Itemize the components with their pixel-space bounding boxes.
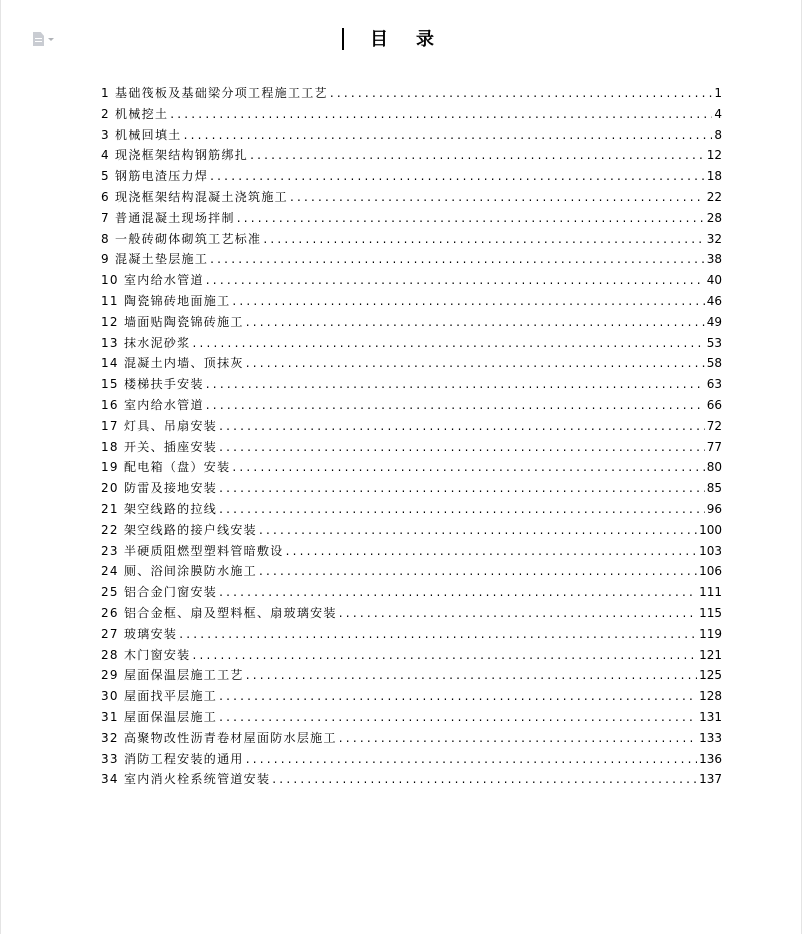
- toc-entry[interactable]: [101, 374, 722, 395]
- toc-dot-leader: [206, 395, 705, 416]
- toc-entry[interactable]: [101, 520, 722, 541]
- toc-entry-title: 6 现浇框架结构混凝土浇筑施工: [101, 189, 288, 204]
- toc-dot-leader: [263, 229, 704, 250]
- toc-entry-page-number: 40: [706, 273, 722, 288]
- toc-dot-leader: [219, 416, 705, 437]
- toc-entry-title: 12 墙面贴陶瓷锦砖施工: [101, 314, 244, 329]
- toc-entry[interactable]: [101, 312, 722, 333]
- toc-entry-page-number: 128: [699, 689, 722, 704]
- text-cursor: [342, 28, 344, 50]
- toc-entry[interactable]: [101, 270, 722, 291]
- toc-entry-title: 30 屋面找平层施工: [101, 689, 218, 704]
- toc-dot-leader: [206, 374, 705, 395]
- toc-entry-title: 4 现浇框架结构钢筋绑扎: [101, 148, 249, 163]
- toc-entry-page-number: 66: [706, 397, 722, 412]
- toc-entry-page-number: 63: [706, 377, 722, 392]
- toc-dot-leader: [192, 645, 697, 666]
- toc-dot-leader: [232, 457, 704, 478]
- toc-entry-page-number: 4: [714, 106, 722, 121]
- page-title-text: 目录: [370, 29, 462, 50]
- toc-entry-title: 9 混凝土垫层施工: [101, 252, 209, 267]
- toc-entry-title: 22 架空线路的接户线安装: [101, 522, 257, 537]
- toc-entry-page-number: 85: [706, 481, 722, 496]
- toc-entry-page-number: 136: [699, 751, 722, 766]
- table-of-contents: [101, 83, 722, 790]
- toc-dot-leader: [219, 499, 705, 520]
- toc-entry-title: 27 玻璃安装: [101, 626, 178, 641]
- toc-dot-leader: [170, 104, 712, 125]
- toc-entry-page-number: 80: [706, 460, 722, 475]
- toc-entry[interactable]: [101, 478, 722, 499]
- toc-entry[interactable]: [101, 353, 722, 374]
- toc-entry[interactable]: [101, 395, 722, 416]
- toc-entry-page-number: 100: [699, 522, 722, 537]
- toc-entry-page-number: 32: [706, 231, 722, 246]
- toc-entry-page-number: 96: [706, 501, 722, 516]
- toc-dot-leader: [339, 603, 697, 624]
- toc-entry-title: 13 抹水泥砂浆: [101, 335, 191, 350]
- toc-entry-title: 11 陶瓷锦砖地面施工: [101, 293, 231, 308]
- toc-dot-leader: [184, 125, 713, 146]
- toc-entry[interactable]: [101, 603, 722, 624]
- toc-dot-leader: [290, 187, 705, 208]
- toc-entry-title: 2 机械挖土: [101, 106, 169, 121]
- toc-entry-title: 16 室内给水管道: [101, 397, 204, 412]
- toc-entry-title: 18 开关、插座安装: [101, 439, 218, 454]
- toc-entry-title: 14 混凝土内墙、顶抹灰: [101, 356, 244, 371]
- toc-entry-page-number: 46: [706, 293, 722, 308]
- toc-entry[interactable]: [101, 83, 722, 104]
- toc-entry[interactable]: [101, 333, 722, 354]
- toc-entry-page-number: 12: [706, 148, 722, 163]
- toc-entry-title: 33 消防工程安装的通用: [101, 751, 244, 766]
- toc-entry-title: 23 半硬质阻燃型塑料管暗敷设: [101, 543, 284, 558]
- toc-entry-title: 20 防雷及接地安装: [101, 481, 218, 496]
- toc-dot-leader: [219, 582, 697, 603]
- toc-entry-page-number: 121: [699, 647, 722, 662]
- toc-dot-leader: [246, 312, 705, 333]
- toc-entry-page-number: 28: [706, 210, 722, 225]
- toc-entry[interactable]: [101, 645, 722, 666]
- toc-entry-page-number: 49: [706, 314, 722, 329]
- toc-entry-page-number: 8: [714, 127, 722, 142]
- toc-entry-page-number: 103: [699, 543, 722, 558]
- page-title[interactable]: [342, 27, 462, 53]
- toc-entry[interactable]: [101, 416, 722, 437]
- toc-entry-page-number: 18: [706, 169, 722, 184]
- toc-entry[interactable]: [101, 769, 722, 790]
- toc-dot-leader: [210, 249, 705, 270]
- toc-dot-leader: [330, 83, 713, 104]
- toc-entry-title: 10 室内给水管道: [101, 273, 204, 288]
- toc-dot-leader: [219, 478, 705, 499]
- toc-dot-leader: [192, 333, 704, 354]
- toc-entry-title: 17 灯具、吊扇安装: [101, 418, 218, 433]
- toc-dot-leader: [259, 561, 697, 582]
- toc-entry-title: 34 室内消火栓系统管道安装: [101, 772, 271, 787]
- toc-entry[interactable]: [101, 166, 722, 187]
- toc-entry-title: 26 铝合金框、扇及塑料框、扇玻璃安装: [101, 605, 337, 620]
- toc-entry-page-number: 1: [714, 86, 722, 100]
- toc-entry-page-number: 115: [699, 605, 722, 620]
- toc-entry-page-number: 137: [699, 772, 722, 787]
- toc-entry[interactable]: [101, 291, 722, 312]
- toc-entry-title: 29 屋面保温层施工工艺: [101, 668, 244, 683]
- toc-entry-page-number: 77: [706, 439, 722, 454]
- toc-entry-title: 25 铝合金门窗安装: [101, 585, 218, 600]
- toc-entry-title: 28 木门窗安装: [101, 647, 191, 662]
- toc-entry[interactable]: [101, 541, 722, 562]
- toc-dot-leader: [339, 728, 697, 749]
- toc-entry-title: 7 普通混凝土现场拌制: [101, 210, 235, 225]
- toc-dot-leader: [237, 208, 705, 229]
- toc-entry-title: 21 架空线路的拉线: [101, 501, 218, 516]
- toc-entry[interactable]: [101, 707, 722, 728]
- toc-entry-title: 3 机械回填土: [101, 127, 182, 142]
- toc-entry[interactable]: [101, 665, 722, 686]
- toc-dot-leader: [179, 624, 697, 645]
- toc-dot-leader: [219, 707, 697, 728]
- toc-entry-title: 31 屋面保温层施工: [101, 709, 218, 724]
- toc-entry[interactable]: [101, 749, 722, 770]
- toc-entry[interactable]: [101, 187, 722, 208]
- toc-entry[interactable]: [101, 104, 722, 125]
- toc-dot-leader: [246, 353, 705, 374]
- toc-entry[interactable]: [101, 728, 722, 749]
- toc-dot-leader: [286, 541, 698, 562]
- toc-entry-title: 24 厕、浴间涂膜防水施工: [101, 564, 257, 579]
- toc-entry-page-number: 131: [699, 709, 722, 724]
- toc-dot-leader: [219, 437, 705, 458]
- toc-dot-leader: [246, 749, 697, 770]
- toc-entry[interactable]: [101, 686, 722, 707]
- title-area: [1, 27, 802, 53]
- toc-entry-page-number: 106: [699, 564, 722, 579]
- toc-dot-leader: [272, 769, 697, 790]
- toc-entry[interactable]: [101, 229, 722, 250]
- toc-dot-leader: [259, 520, 697, 541]
- toc-entry-title: 5 钢筋电渣压力焊: [101, 169, 209, 184]
- toc-dot-leader: [210, 166, 705, 187]
- toc-entry[interactable]: [101, 208, 722, 229]
- toc-entry-page-number: 58: [706, 356, 722, 371]
- toc-dot-leader: [232, 291, 704, 312]
- toc-dot-leader: [250, 145, 705, 166]
- toc-entry[interactable]: [101, 249, 722, 270]
- toc-dot-leader: [246, 665, 697, 686]
- toc-entry-title: 32 高聚物改性沥青卷材屋面防水层施工: [101, 730, 337, 745]
- toc-entry-title: 8 一般砖砌体砌筑工艺标准: [101, 231, 262, 246]
- toc-dot-leader: [206, 270, 705, 291]
- toc-entry-page-number: 22: [706, 189, 722, 204]
- toc-entry-title: 1 基础筏板及基础梁分项工程施工工艺: [101, 86, 328, 100]
- toc-dot-leader: [219, 686, 697, 707]
- toc-entry-page-number: 38: [706, 252, 722, 267]
- toc-entry-page-number: 72: [706, 418, 722, 433]
- toc-entry-title: 19 配电箱（盘）安装: [101, 460, 231, 475]
- toc-entry[interactable]: [101, 499, 722, 520]
- toc-entry[interactable]: [101, 125, 722, 146]
- toc-entry[interactable]: [101, 457, 722, 478]
- toc-entry[interactable]: [101, 582, 722, 603]
- toc-entry-page-number: 133: [699, 730, 722, 745]
- toc-entry-page-number: 53: [706, 335, 722, 350]
- toc-entry[interactable]: [101, 437, 722, 458]
- toc-entry[interactable]: [101, 145, 722, 166]
- toc-entry[interactable]: [101, 624, 722, 645]
- toc-entry-page-number: 125: [699, 668, 722, 683]
- toc-entry-page-number: 111: [699, 585, 722, 600]
- toc-entry-title: 15 楼梯扶手安装: [101, 377, 204, 392]
- toc-entry[interactable]: [101, 561, 722, 582]
- toc-entry-page-number: 119: [699, 626, 722, 641]
